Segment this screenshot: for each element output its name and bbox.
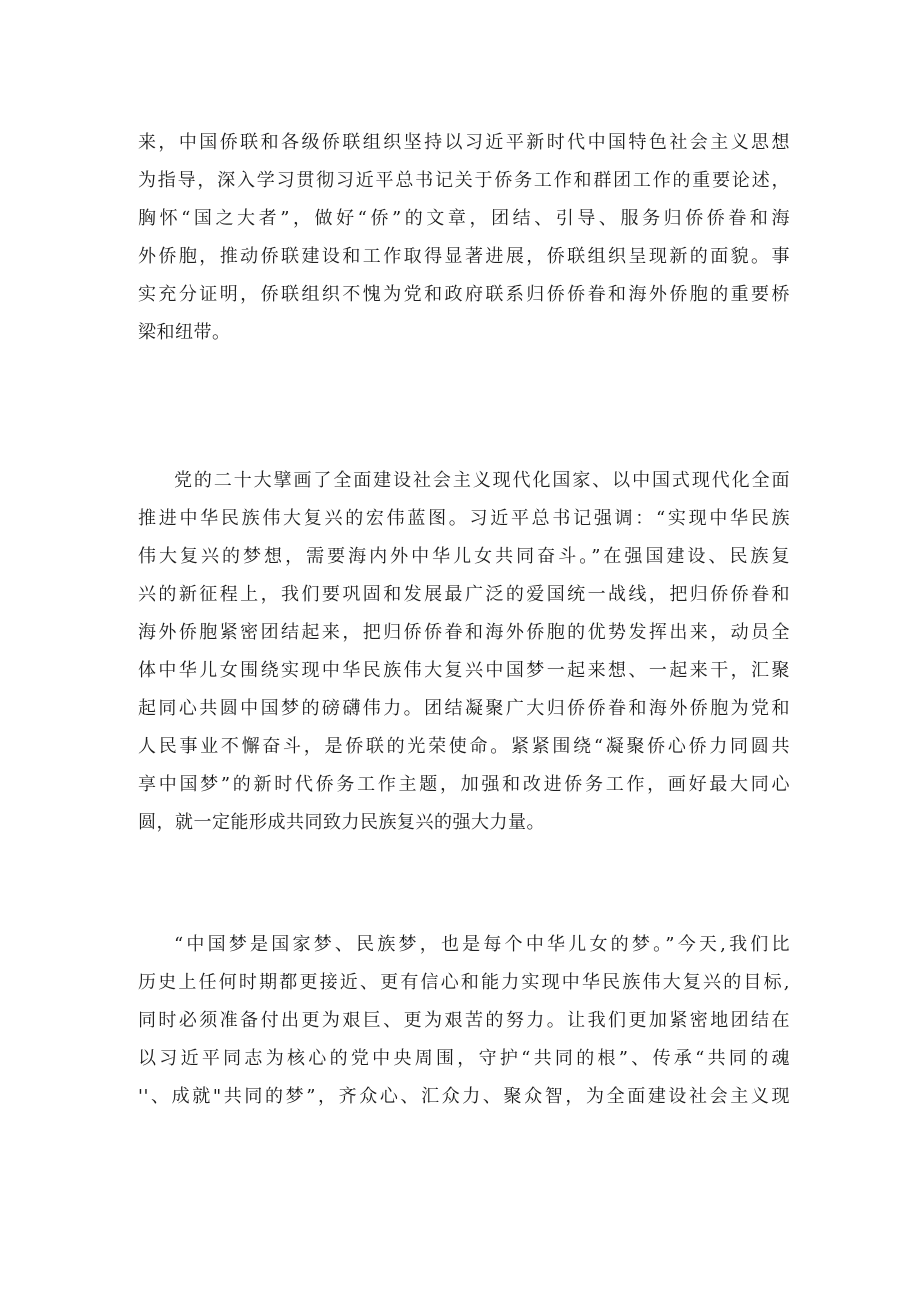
text-line: 党的二十大擘画了全面建设社会主义现代化国家、以中国式现代化全面	[174, 470, 790, 491]
text-line: 来，中国侨联和各级侨联组织坚持以习近平新时代中国特色社会主义思想	[138, 132, 790, 153]
text-line: 同时必须准备付出更为艰巨、更为艰苦的努力。让我们更加紧密地团结在	[138, 1010, 790, 1031]
text-line: 伟大复兴的梦想，需要海内外中华儿女共同奋斗。”在强国建设、民族复	[138, 546, 790, 567]
paragraph-2	[138, 462, 790, 842]
text-line: 梁和纽带。	[138, 322, 231, 343]
text-line: 实充分证明，侨联组织不愧为党和政府联系归侨侨眷和海外侨胞的重要桥	[138, 284, 790, 305]
paragraph-1	[138, 124, 790, 352]
text-line: 历史上任何时期都更接近、更有信心和能力实现中华民族伟大复兴的目标,	[138, 972, 790, 993]
text-line: 推进中华民族伟大复兴的宏伟蓝图。习近平总书记强调：“实现中华民族	[138, 508, 790, 529]
text-line: 海外侨胞紧密团结起来，把归侨侨眷和海外侨胞的优势发挥出来，动员全	[138, 622, 790, 643]
text-line: “中国梦是国家梦、民族梦，也是每个中华儿女的梦。”今天,我们比	[174, 934, 790, 955]
text-line: 圆，就一定能形成共同致力民族复兴的强大力量。	[138, 812, 545, 833]
text-line: 兴的新征程上，我们要巩固和发展最广泛的爱国统一战线，把归侨侨眷和	[138, 584, 790, 605]
text-line: 享中国梦”的新时代侨务工作主题，加强和改进侨务工作，画好最大同心	[138, 774, 790, 795]
text-line: ''、成就"共同的梦”，齐众心、汇众力、聚众智，为全面建设社会主义现	[138, 1086, 790, 1107]
text-line: 以习近平同志为核心的党中央周围，守护“共同的根”、传承“共同的魂	[138, 1048, 790, 1069]
text-line: 外侨胞，推动侨联建设和工作取得显著进展，侨联组织呈现新的面貌。事	[138, 246, 790, 267]
text-line: 胸怀“国之大者”，做好“侨”的文章，团结、引导、服务归侨侨眷和海	[138, 208, 790, 229]
text-line: 起同心共圆中国梦的磅礴伟力。团结凝聚广大归侨侨眷和海外侨胞为党和	[138, 698, 790, 719]
text-line: 体中华儿女围绕实现中华民族伟大复兴中国梦一起来想、一起来干，汇聚	[138, 660, 790, 681]
text-line: 人民事业不懈奋斗，是侨联的光荣使命。紧紧围绕“凝聚侨心侨力同圆共	[138, 736, 790, 757]
text-line: 为指导，深入学习贯彻习近平总书记关于侨务工作和群团工作的重要论述，	[138, 170, 790, 191]
paragraph-3	[138, 926, 790, 1116]
